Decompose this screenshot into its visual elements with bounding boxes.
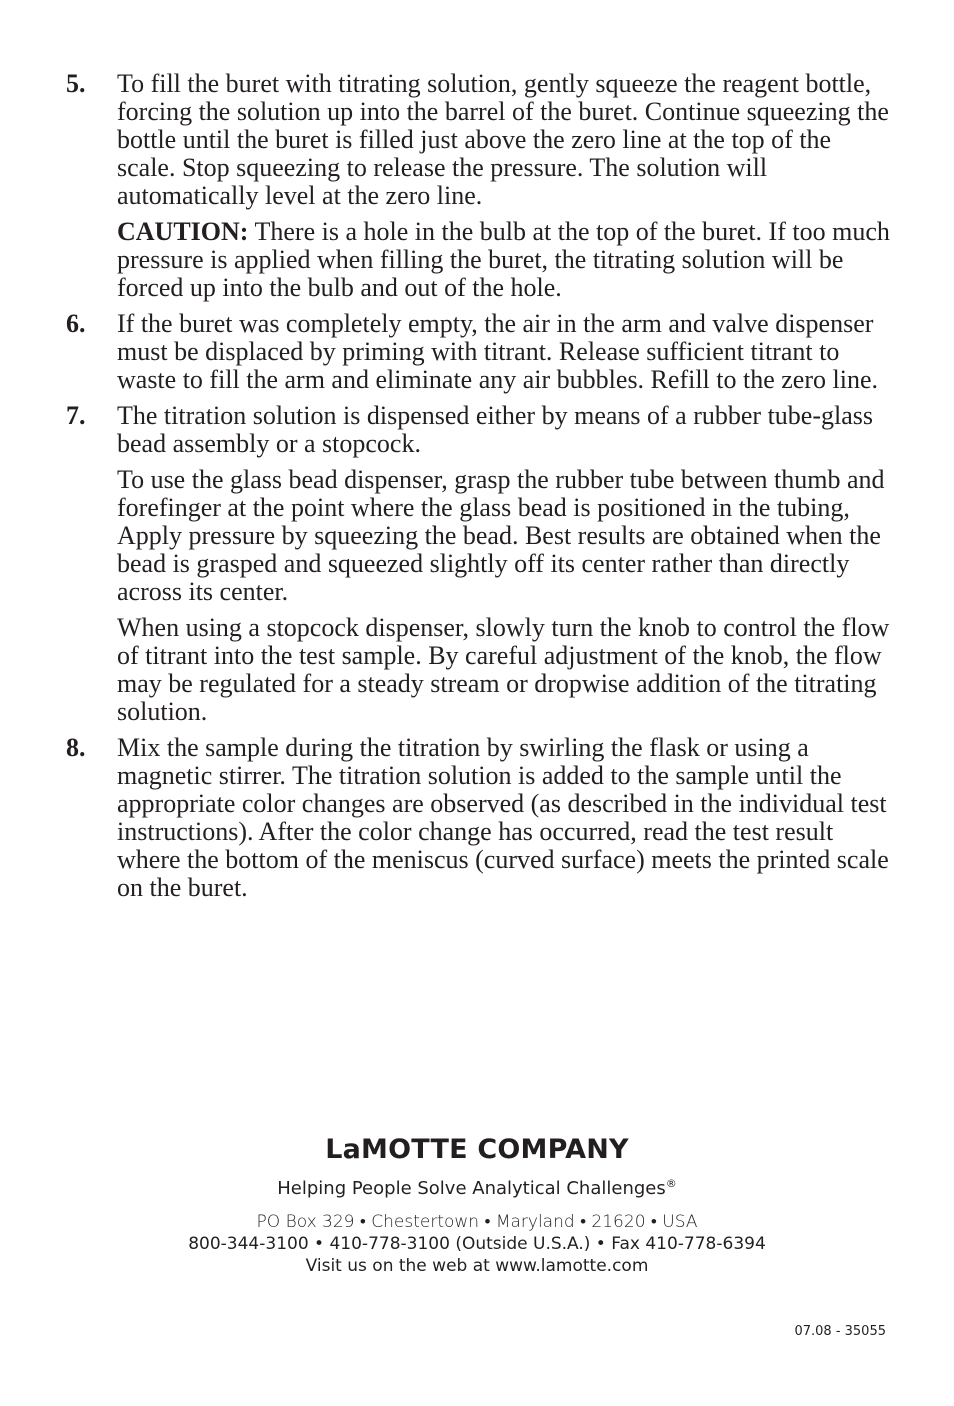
company-footer: [0, 1133, 954, 1277]
caution-note: [117, 218, 896, 302]
company-phones: 800-344-3100 • 410-778-3100 (Outside U.S.A.) • Fax 410-778-6394: [188, 1234, 766, 1254]
tagline-text: Helping People Solve Analytical Challenges: [277, 1178, 666, 1199]
step-number: 8.: [66, 733, 86, 762]
caution-label: CAUTION:: [117, 217, 249, 246]
step-text: The titration solution is dispensed either by means of a rubber tube-glass bead assembly or a stopcock.: [117, 401, 873, 458]
company-website: Visit us on the web at www.lamotte.com: [305, 1256, 649, 1276]
company-name: LaMOTTE COMPANY: [325, 1134, 629, 1165]
procedure-steps: [66, 70, 896, 910]
step-number: 7.: [66, 401, 86, 430]
step-text: Mix the sample during the titration by swirling the flask or using a magnetic stirrer. The titration solution is added to the sample until the appropriate color changes are observed (as described in the individual test instructions). After the color change has occurred, read the test result where the bottom of the meniscus (curved surface) meets the printed scale on the buret.: [117, 733, 889, 902]
step-number: 6.: [66, 309, 86, 338]
company-tagline: [0, 1172, 954, 1201]
company-address: PO Box 329 • Chestertown • Maryland • 21620 • USA: [256, 1212, 698, 1232]
step-number: 5.: [66, 69, 86, 98]
step-text: To fill the buret with titrating solution, gently squeeze the reagent bottle, forcing the solution up into the barrel of the buret. Continue squeezing the bottle until the buret is filled just above the zero line at the top of the scale. Stop squeezing to release the pressure. The solution will automatically level at the zero line.: [117, 69, 889, 210]
caution-text: There is a hole in the bulb at the top of the buret. If too much pressure is applied when filling the buret, the titrating solution will be forced up into the bulb and out of the hole.: [117, 217, 890, 302]
document-code: 07.08 - 35055: [794, 1324, 886, 1339]
step-6: [66, 310, 896, 394]
step-7: [66, 402, 896, 726]
glass-bead-instructions: To use the glass bead dispenser, grasp the rubber tube between thumb and forefinger at the point where the glass bead is positioned in the tubing, Apply pressure by squeezing the bead. Best results are obtained when the bead is grasped and squeezed slightly off its center rather than directly across its center.: [117, 465, 885, 606]
step-5: [66, 70, 896, 302]
stopcock-instructions: When using a stopcock dispenser, slowly turn the knob to control the flow of titrant into the test sample. By careful adjustment of the knob, the flow may be regulated for a steady stream or dropwise addition of the titrating solution.: [117, 613, 890, 726]
step-text: If the buret was completely empty, the air in the arm and valve dispenser must be displaced by priming with titrant. Release sufficient titrant to waste to fill the arm and eliminate any air bubbles. Refill to the zero line.: [117, 309, 878, 394]
registered-mark: ®: [665, 1177, 677, 1190]
step-8: [66, 734, 896, 902]
